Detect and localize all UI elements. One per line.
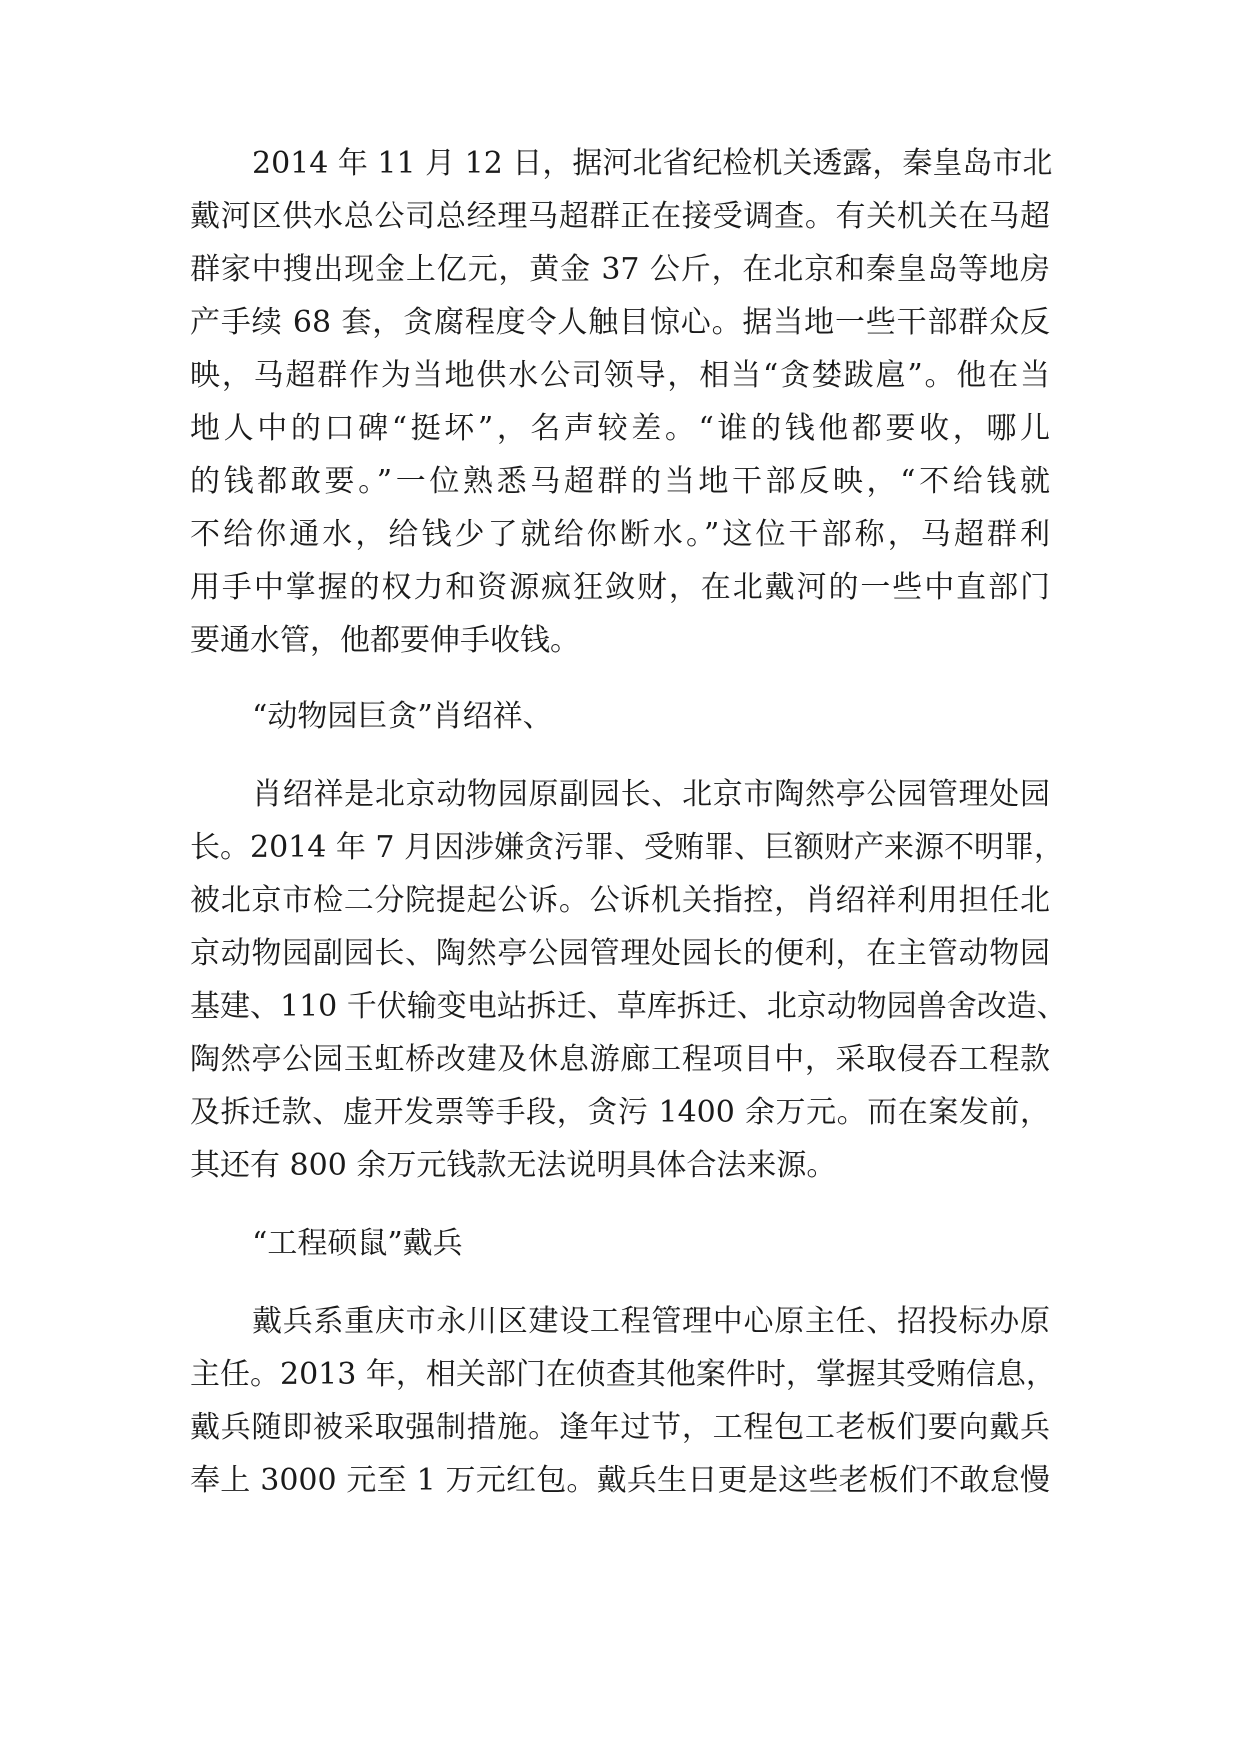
paragraph-line-text: 戴兵系重庆市永川区建设工程管理中心原主任、招投标办原 bbox=[252, 1304, 1050, 1339]
paragraph-line: 被北京市检二分院提起公诉。公诉机关指控，肖绍祥利用担任北 bbox=[190, 883, 1050, 918]
paragraph-line: 京动物园副园长、陶然亭公园管理处园长的便利，在主管动物园 bbox=[190, 936, 1050, 971]
paragraph-line: 其还有 800 余万元钱款无法说明具体合法来源。 bbox=[190, 1148, 837, 1183]
paragraph-line: 要通水管，他都要伸手收钱。 bbox=[190, 623, 580, 658]
section-heading: “动物园巨贪”肖绍祥、 bbox=[252, 699, 553, 734]
paragraph-line: 地人中的口碑“挺坏”，名声较差。“谁的钱他都要收，哪儿 bbox=[190, 411, 1050, 446]
paragraph-line: 基建、110 千伏输变电站拆迁、草库拆迁、北京动物园兽舍改造、 bbox=[190, 989, 1067, 1024]
paragraph-line: 不给你通水，给钱少了就给你断水。”这位干部称，马超群利 bbox=[190, 517, 1050, 552]
paragraph-line: 映，马超群作为当地供水公司领导，相当“贪婪跋扈”。他在当 bbox=[190, 358, 1050, 393]
paragraph-line-text: 肖绍祥是北京动物园原副园长、北京市陶然亭公园管理处园 bbox=[252, 777, 1050, 812]
paragraph-line: 长。2014 年 7 月因涉嫌贪污罪、受贿罪、巨额财产来源不明罪， bbox=[190, 830, 1065, 865]
paragraph-line bbox=[252, 1299, 1050, 1345]
paragraph-line: 产手续 68 套，贪腐程度令人触目惊心。据当地一些干部群众反 bbox=[190, 305, 1050, 340]
paragraph-line: 及拆迁款、虚开发票等手段，贪污 1400 余万元。而在案发前， bbox=[190, 1095, 1050, 1130]
section-heading: “工程硕鼠”戴兵 bbox=[252, 1226, 463, 1261]
paragraph-line bbox=[252, 772, 1050, 818]
paragraph-line: 群家中搜出现金上亿元，黄金 37 公斤，在北京和秦皇岛等地房 bbox=[190, 252, 1050, 287]
paragraph-line bbox=[252, 141, 1053, 187]
paragraph-line: 奉上 3000 元至 1 万元红包。戴兵生日更是这些老板们不敢怠慢 bbox=[190, 1463, 1050, 1498]
paragraph-line-text: 2014 年 11 月 12 日，据河北省纪检机关透露，秦皇岛市北 bbox=[252, 146, 1053, 181]
paragraph-line: 戴兵随即被采取强制措施。逢年过节，工程包工老板们要向戴兵 bbox=[190, 1410, 1050, 1445]
paragraph-line: 的钱都敢要。”一位熟悉马超群的当地干部反映，“不给钱就 bbox=[190, 464, 1050, 499]
paragraph-line: 主任。2013 年，相关部门在侦查其他案件时，掌握其受贿信息， bbox=[190, 1357, 1056, 1392]
paragraph-line: 陶然亭公园玉虹桥改建及休息游廊工程项目中，采取侵吞工程款 bbox=[190, 1042, 1050, 1077]
paragraph-line: 戴河区供水总公司总经理马超群正在接受调查。有关机关在马超 bbox=[190, 199, 1050, 234]
paragraph-line: 用手中掌握的权力和资源疯狂敛财，在北戴河的一些中直部门 bbox=[190, 570, 1050, 605]
